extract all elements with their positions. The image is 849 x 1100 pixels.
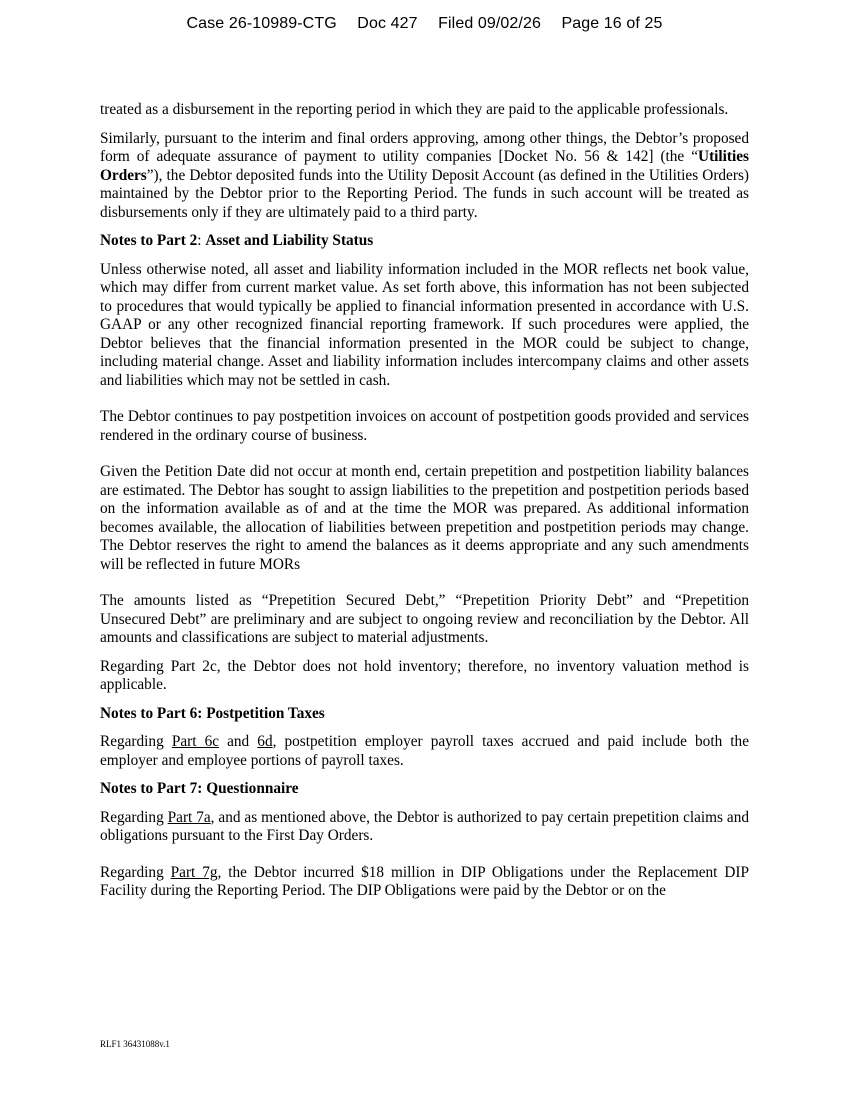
paragraph: Similarly, pursuant to the interim and final orders approving, among other things, the Debtor’s proposed form of adequate assurance of payment to utility companies [Docket No. 56 & 142] (the “Utilities Orders”), the Debtor deposited funds into the Utility Deposit Account (as defined in the Utilities Orders) maintained by the Debtor prior to the Reporting Period. The funds in such account will be treated as disbursements only if they are ultimately paid to a third party. (100, 129, 749, 221)
paragraph: Regarding Part 2c, the Debtor does not hold inventory; therefore, no inventory valuation method is applicable. (100, 657, 749, 693)
paragraph: Regarding Part 7g, the Debtor incurred $18 million in DIP Obligations under the Replacement DIP Facility during the Reporting Period. The DIP Obligations were paid by the Debtor or on the (100, 863, 749, 899)
paragraph: Given the Petition Date did not occur at month end, certain prepetition and postpetition liability balances are estimated. The Debtor has sought to assign liabilities to the prepetition and postpetition periods based on the information available as of and at the time the MOR was prepared. As additional information becomes available, the allocation of liabilities between prepetition and postpetition periods may change. The Debtor reserves the right to amend the balances as it deems appropriate and any such amendments will be reflected in future MORs (100, 463, 749, 573)
section-heading-part-6: Notes to Part 6: Postpetition Taxes (100, 704, 325, 722)
part-reference: Part 6c (171, 733, 220, 750)
document-footer-id: RLF1 36431088v.1 (100, 1039, 170, 1049)
paragraph: treated as a disbursement in the reporting period in which they are paid to the applicable professionals. (100, 101, 729, 118)
paragraph: Regarding Part 7a, and as mentioned above, the Debtor is authorized to pay certain prepetition claims and obligations pursuant to the First Day Orders. (100, 808, 750, 844)
part-reference: 6d (257, 733, 273, 750)
document-number: Doc 427 (357, 15, 418, 32)
document-body (100, 101, 749, 911)
paragraph: The amounts listed as “Prepetition Secured Debt,” “Prepetition Priority Debt” and “Prepetition Unsecured Debt” are preliminary and are subject to ongoing review and reconciliation by the Debtor. All amounts and classifications are subject to material adjustments. (100, 592, 749, 646)
page-number: Page 16 of 25 (561, 15, 663, 32)
paragraph: Unless otherwise noted, all asset and liability information included in the MOR reflects net book value, which may differ from current market value. As set forth above, this information has not been subjected to procedures that would typically be applied to financial information presented in accordance with U.S. GAAP or any other recognized financial reporting framework. If such procedures were applied, the Debtor believes that the financial information presented in the MOR could be subject to change, including material change. Asset and liability information includes intercompany claims and other assets and liabilities which may not be settled in cash. (100, 260, 749, 389)
case-number: Case 26-10989-CTG (186, 15, 337, 32)
part-reference: Part 7g (170, 863, 218, 881)
part-reference: Part 7a (167, 808, 211, 826)
defined-term: Utilities Orders (100, 148, 749, 184)
paragraph: Regarding Part 6c and 6d, postpetition employer payroll taxes accrued and paid include both the employer and employee portions of payroll taxes. (100, 733, 750, 769)
filed-date: Filed 09/02/26 (438, 15, 541, 32)
section-heading-part-7: Notes to Part 7: Questionnaire (100, 780, 299, 797)
court-filing-header (0, 15, 849, 33)
paragraph: The Debtor continues to pay postpetition invoices on account of postpetition goods provided and services rendered in the ordinary course of business. (100, 408, 749, 444)
section-heading-part-2: Notes to Part 2: Asset and Liability Status (100, 232, 374, 249)
